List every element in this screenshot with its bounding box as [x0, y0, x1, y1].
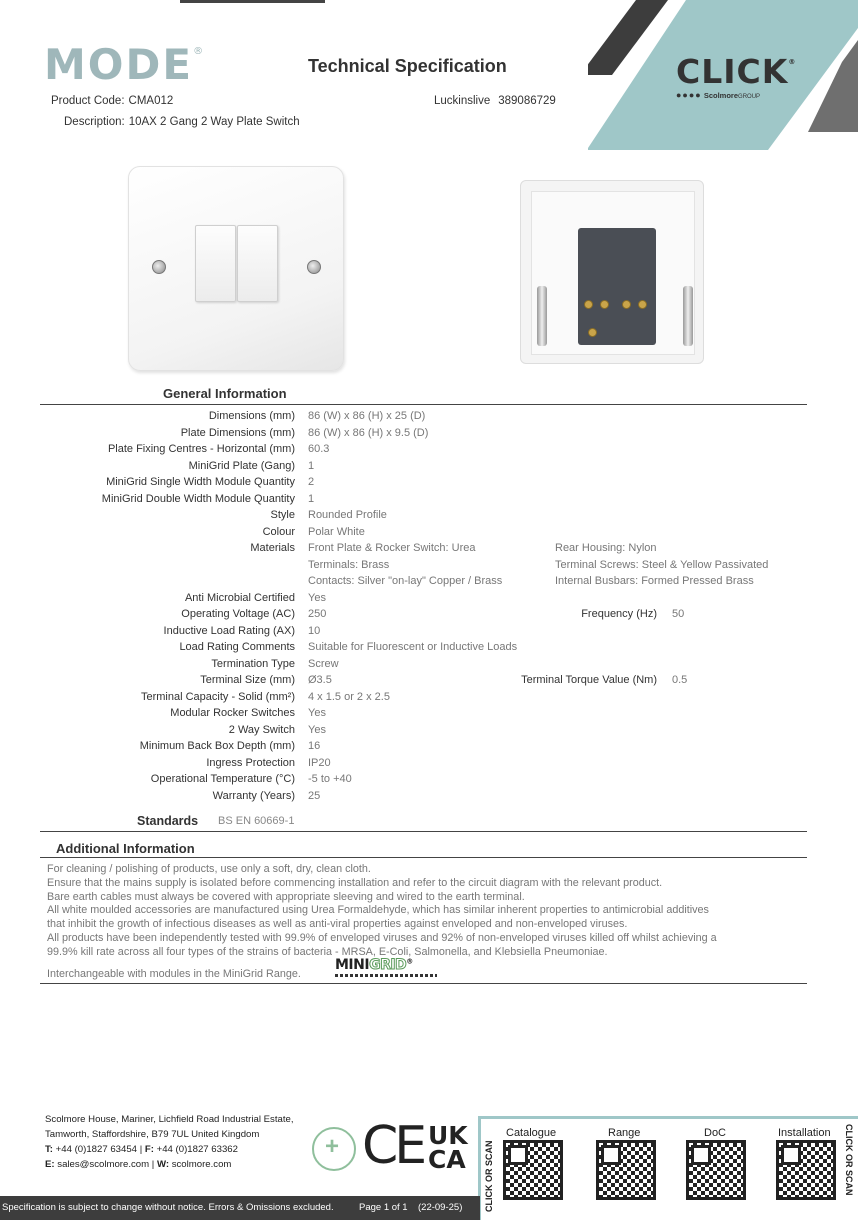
info-line: Ensure that the mains supply is isolated before commencing installation and refer to the circuit diagram with the relevant product.: [47, 876, 663, 889]
spec-value: 25: [308, 789, 321, 802]
click-logo: CLICK®: [676, 52, 797, 91]
spec-value-secondary: 50: [672, 608, 685, 620]
interchange-note: Interchangeable with modules in the MiniGrid Range.: [47, 968, 301, 980]
fixing-screw-rail-right: [683, 286, 693, 346]
standards-value: BS EN 60669-1: [218, 815, 295, 827]
spec-label: MiniGrid Plate (Gang): [188, 459, 295, 472]
mode-logo: MODE®: [44, 40, 206, 89]
spec-row: [40, 443, 810, 459]
spec-row: [40, 625, 810, 641]
rocker-switch-right: [237, 225, 278, 302]
spec-value-secondary: Terminal Screws: Steel & Yellow Passivated: [555, 558, 769, 571]
spec-label: Termination Type: [211, 657, 295, 670]
switch-mechanism: [578, 228, 656, 345]
luckinslive-row: Luckinslive 389086729: [434, 95, 556, 107]
ukca-mark: UK CA: [428, 1121, 468, 1174]
spec-value-secondary: 0.5: [672, 674, 688, 686]
minigrid-logo: MINIGRID®: [335, 957, 413, 973]
qr-code-doc[interactable]: [686, 1140, 746, 1200]
general-info-heading: General Information: [163, 386, 287, 401]
spec-label: Plate Fixing Centres - Horizontal (mm): [107, 443, 295, 455]
product-back-image: [520, 180, 704, 364]
spec-row: [40, 559, 810, 575]
qr-label-range: Range: [608, 1127, 641, 1139]
spec-value: Yes: [308, 723, 326, 736]
spec-label-secondary: Frequency (Hz): [581, 608, 657, 620]
fax-number: +44 (0)1827 63362: [156, 1144, 238, 1155]
spec-value: Contacts: Silver "on-lay" Copper / Brass: [308, 575, 503, 587]
fixing-screw-rail-left: [537, 286, 547, 346]
spec-label: Load Rating Comments: [179, 641, 295, 653]
spec-row: [40, 608, 810, 624]
spec-value: Polar White: [308, 525, 365, 538]
spec-row: [40, 575, 810, 591]
divider: [40, 404, 807, 405]
spec-label: Modular Rocker Switches: [170, 707, 295, 719]
earth-terminal: [588, 328, 597, 337]
spec-label: Colour: [262, 525, 295, 538]
spec-label: Plate Dimensions (mm): [180, 426, 295, 439]
spec-label: Operational Temperature (°C): [150, 773, 295, 785]
additional-info-heading: Additional Information: [56, 841, 195, 856]
qr-code-range[interactable]: [596, 1140, 656, 1200]
spec-row: [40, 592, 810, 608]
spec-row: [40, 773, 810, 789]
fixing-screw-left: [152, 260, 166, 274]
spec-value: 1: [308, 459, 315, 472]
description-row: Description: 10AX 2 Gang 2 Way Plate Switch: [64, 116, 300, 128]
spec-value: 86 (W) x 86 (H) x 25 (D): [308, 410, 426, 422]
spec-row: [40, 658, 810, 674]
additional-info-text: [47, 863, 807, 960]
spec-label: Operating Voltage (AC): [181, 608, 295, 620]
spec-value: -5 to +40: [308, 773, 352, 785]
product-code-row: Product Code: CMA012: [51, 95, 174, 107]
spec-value: 10: [308, 624, 321, 637]
spec-value: Yes: [308, 707, 326, 719]
company-address: Scolmore House, Mariner, Lichfield Road Industrial Estate, Tamworth, Staffordshire, B79 7UL United Kingdom T: +44 (0)1827 63454 | F: +44 (0)1827 63362 E: sales@scolmore.com | W: scolmore.com: [45, 1114, 294, 1170]
spec-row: [40, 641, 810, 657]
spec-value: IP20: [308, 756, 331, 769]
info-line: 99.9% kill rate across all four types of the strains of bacteria - MRSA, E-Coli, Salmonella, and Klebsiella Pneumoniae.: [47, 945, 608, 958]
spec-value: Front Plate & Rocker Switch: Urea: [308, 542, 476, 554]
standards-label: Standards: [137, 814, 199, 828]
product-front-image: [128, 166, 344, 371]
ce-mark: CE: [362, 1116, 424, 1176]
spec-value: Screw: [308, 657, 339, 670]
spec-value: Suitable for Fluorescent or Inductive Loads: [308, 641, 518, 653]
divider: [40, 983, 807, 984]
spec-value: 250: [308, 608, 327, 620]
email-link[interactable]: sales@scolmore.com: [57, 1159, 150, 1170]
spec-label: Minimum Back Box Depth (mm): [139, 740, 295, 752]
fixing-screw-right: [307, 260, 321, 274]
spec-row: [40, 691, 810, 707]
spec-label: Terminal Size (mm): [200, 674, 295, 686]
info-line: All white moulded accessories are manufactured using Urea Formaldehyde, which has similar inherent properties to antimicrobial additives: [47, 904, 709, 917]
description: 10AX 2 Gang 2 Way Plate Switch: [128, 116, 300, 128]
spec-value: 86 (W) x 86 (H) x 9.5 (D): [308, 426, 429, 439]
spec-value: 4 x 1.5 or 2 x 2.5: [308, 690, 390, 703]
spec-row: [40, 509, 810, 525]
spec-value: 16: [308, 740, 321, 752]
qr-code-installation[interactable]: [776, 1140, 836, 1200]
spec-label: Warranty (Years): [212, 789, 295, 802]
page-title: Technical Specification: [308, 56, 507, 76]
spec-row: [40, 493, 810, 509]
spec-label: Anti Microbial Certified: [184, 591, 295, 604]
spec-label: Inductive Load Rating (AX): [163, 624, 295, 637]
info-line: All products have been independently tested with 99.9% of enveloped viruses and 92% of non-enveloped viruses killed off whilst achieving a: [47, 931, 717, 944]
spec-row: [40, 674, 810, 690]
disclaimer: Specification is subject to change without notice. Errors & Omissions excluded.: [2, 1202, 334, 1213]
spec-row: [40, 460, 810, 476]
info-line: For cleaning / polishing of products, use only a soft, dry, clean cloth.: [47, 863, 371, 875]
spec-label: Style: [270, 509, 295, 521]
revision-date: (22-09-25): [418, 1202, 463, 1213]
product-code: CMA012: [128, 95, 174, 107]
spec-value: 1: [308, 492, 315, 505]
spec-row: [40, 476, 810, 492]
spec-value-secondary: Rear Housing: Nylon: [555, 542, 657, 554]
info-line: Bare earth cables must always be covered with appropriate sleeving and wired to the earth terminal.: [47, 890, 525, 903]
spec-label: MiniGrid Single Width Module Quantity: [106, 476, 295, 488]
terminal: [584, 300, 593, 309]
spec-value: Rounded Profile: [308, 509, 387, 521]
spec-label: Terminal Capacity - Solid (mm²): [140, 690, 295, 703]
spec-row: [40, 740, 810, 756]
info-line: that inhibit the growth of infectious diseases as well as anti-viral properties against enveloped and non-enveloped viruses.: [47, 918, 628, 931]
spec-value: Yes: [308, 591, 326, 604]
footer-bar: [0, 1196, 480, 1220]
qr-label-catalogue: Catalogue: [506, 1127, 557, 1139]
spec-label: Ingress Protection: [206, 756, 295, 769]
page-number: Page 1 of 1: [359, 1202, 408, 1213]
phone-number: +44 (0)1827 63454: [55, 1144, 138, 1155]
spec-row: [40, 790, 810, 806]
minigrid-logo-bars: [335, 974, 437, 977]
spec-row: [40, 410, 810, 426]
spec-label: 2 Way Switch: [228, 723, 295, 736]
spec-row: [40, 427, 810, 443]
scolmore-group-logo: ●●●● ScolmoreGROUP: [676, 90, 761, 100]
qr-label-doc: DoC: [704, 1127, 727, 1139]
terminal: [600, 300, 609, 309]
spec-label: Materials: [250, 542, 295, 554]
luckinslive-code: 389086729: [498, 95, 556, 107]
spec-row: [40, 757, 810, 773]
spec-label-secondary: Terminal Torque Value (Nm): [521, 674, 657, 686]
terminal: [638, 300, 647, 309]
click-or-scan-label-left: CLICK OR SCAN: [484, 1140, 494, 1212]
terminal: [622, 300, 631, 309]
antimicrobial-cert-icon: [312, 1127, 356, 1171]
spec-row: [40, 724, 810, 740]
spec-value: 2: [308, 476, 315, 488]
divider: [40, 831, 807, 832]
qr-code-catalogue[interactable]: [503, 1140, 563, 1200]
rocker-switch-left: [195, 225, 236, 302]
spec-label: Dimensions (mm): [208, 410, 295, 422]
qr-label-installation: Installation: [778, 1127, 831, 1139]
spec-label: MiniGrid Double Width Module Quantity: [101, 492, 295, 505]
divider: [40, 857, 807, 858]
website-link[interactable]: scolmore.com: [171, 1159, 232, 1170]
spec-row: [40, 707, 810, 723]
spec-value: Terminals: Brass: [308, 558, 390, 571]
spec-value-secondary: Internal Busbars: Formed Pressed Brass: [555, 575, 754, 587]
spec-row: [40, 542, 810, 558]
click-or-scan-label-right: CLICK OR SCAN: [844, 1124, 854, 1196]
spec-row: [40, 526, 810, 542]
top-accent-bar: [180, 0, 325, 3]
spec-value: Ø3.5: [308, 674, 332, 686]
spec-value: 60.3: [308, 443, 330, 455]
